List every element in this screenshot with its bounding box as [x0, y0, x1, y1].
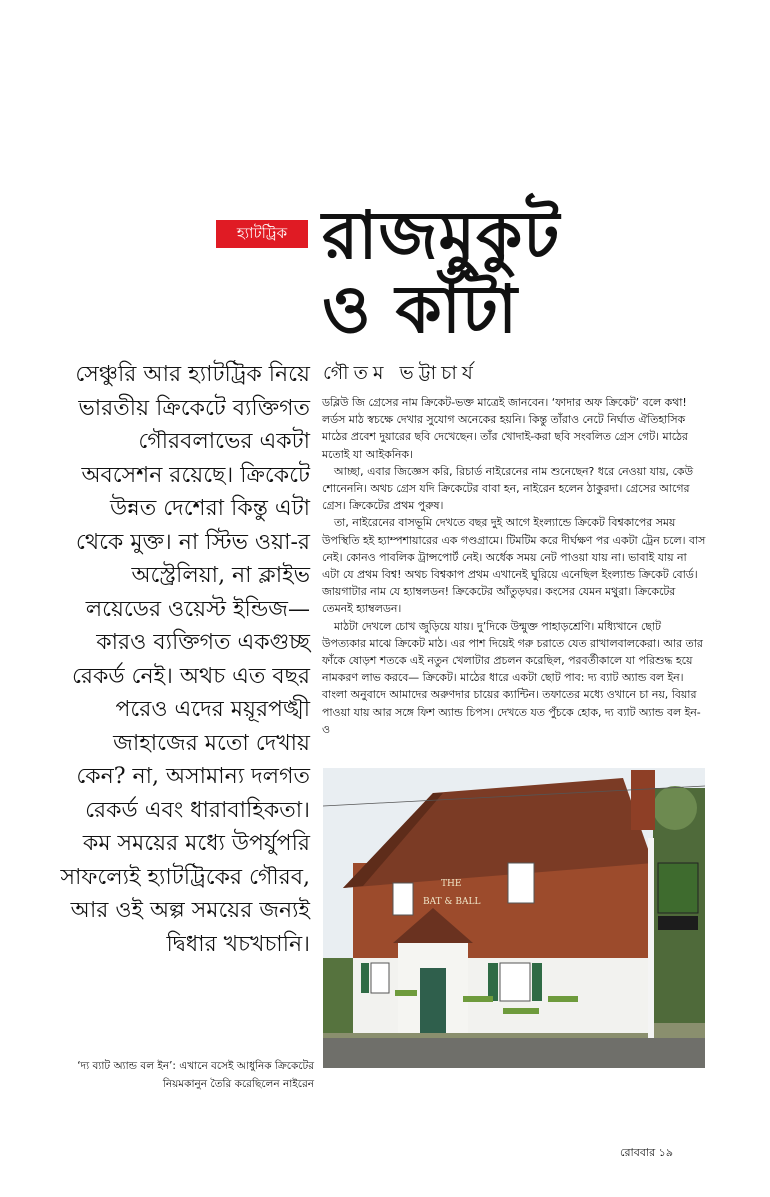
article-body: [322, 394, 706, 738]
photo-window: [393, 883, 413, 915]
photo-window: [508, 863, 534, 903]
headline-line-1: রাজমুকুট: [322, 196, 561, 274]
body-paragraph: আচ্ছা, এবার জিজ্ঞেস করি, রিচার্ড নাইরেনের নাম শুনেছেন? ধরে নেওয়া যায়, কেউ শোনেননি। অথচ গ্রেস যদি ক্রিকেটের বাবা হন, নাইরেন হলেন ঠাকুরদা। গ্রেসের আগের গ্রেস। ক্রিকেটের প্রথম পুরুষ।: [322, 464, 693, 513]
page-footer: রোববার ১৯: [620, 1146, 673, 1159]
headline-line-2: ও কাঁটা: [322, 270, 518, 348]
photo-signpost: [648, 838, 654, 1038]
pull-quote-text: সেঞ্চুরি আর হ্যাটট্রিক নিয়ে ভারতীয় ক্রিকেটে ব্যক্তিগত গৌরবলাভের একটা অবসেশন রয়েছে। ক্রিকেটে উন্নত দেশেরা কিন্তু এটা থেকে মুক্ত। না স্টিভ ওয়া-র অস্ট্রেলিয়া, না ক্লাইভ লয়েডের ওয়েস্ট ইন্ডিজ— কারও ব্যক্তিগত একগুচ্ছ রেকর্ড নেই। অথচ এত বছর পরেও এদের ময়ূরপঙ্খী জাহাজের মতো দেখায় কেন? না, অসামান্য দলগত রেকর্ড এবং ধারাবাহিকতা। কম সময়ের মধ্যে উপর্যুপরি সাফল্যেই হ্যাটট্রিকের গৌরব, আর ওই অল্প সময়ের জন্যই দ্বিধার খচখচানি।: [60, 362, 310, 957]
photo-hanging-sign: [658, 863, 698, 913]
photo-sign-text: BAT & BALL: [423, 897, 481, 907]
photo-caption: ‘দ্য ব্যাট অ্যান্ড বল ইন’: এখানে বসেই আধুনিক ক্রিকেটের নিয়মকানুন তৈরি করেছিলেন নাইরেন: [77, 1060, 314, 1090]
section-tag: হ্যাটট্রিক: [216, 220, 308, 248]
pub-photo: [323, 768, 705, 1068]
body-paragraph: তা, নাইরেনের বাসভূমি দেখতে বছর দুই আগে ইংল্যান্ডে ক্রিকেট বিশ্বকাপের সময় উপস্থিতি হই হ্যাম্পশায়ারের এক গণ্ডগ্রামে। টিমটিম করে দীর্ঘক্ষণ পর একটা ট্রেন চলে। বাস নেই। কোনও পাবলিক ট্রান্সপোর্ট নেই। অর্ধেক সময় নেট পাওয়া যায় না। ভাবাই যায় না এটা যে প্রথম বিশ্ব! অথচ বিশ্বকাপ প্রথম এখানেই ঘুরিয়ে এনেছিল ইংল্যান্ড ক্রিকেট বোর্ড। জায়গাটার নাম যে হ্যাম্বলডন! ক্রিকেটের আঁতুড়ঘর। কংসের যেমন মথুরা। ক্রিকেটের তেমনই হ্যাম্বলডন।: [322, 516, 706, 616]
body-paragraph: মাঠটা দেখলে চোখ জুড়িয়ে যায়। দু’দিকে উন্মুক্ত পাহাড়শ্রেণি। মধ্যিখানে ছোট উপত্যকার মাঝে ক্রিকেট মাঠ। এর পাশ দিয়েই গরু চরাতে যেত রাখালবালকেরা। আর তার ফাঁকে ষোড়শ শতকে এই নতুন খেলাটার প্রচলন করেছিল, পরবর্তীকালে যা পরিশুদ্ধ হয়ে নামকরণ লাভ করবে— ক্রিকেট। মাঠের ধারে একটা ছোট পাব: দ্য ব্যাট অ্যান্ড বল ইন। বাংলা অনুবাদে আমাদের অরুণদার চায়ের ক্যান্টিন। তফাতের মধ্যে ওখানে চা নয়, বিয়ার পাওয়া যায় আর সঙ্গে ফিশ অ্যান্ড চিপস। দেখতে যত পুঁচকে হোক, দ্য ব্যাট অ্যান্ড বল ইন-ও: [322, 619, 703, 736]
photo-sign-text: THE: [441, 879, 462, 889]
body-paragraph: ডব্লিউ জি গ্রেসের নাম ক্রিকেট-ভক্ত মাত্রেই জানবেন। ‘ফাদার অফ ক্রিকেট’ বলে কথা! লর্ডস মাঠ স্বচক্ষে দেখার সুযোগ অনেকের হয়নি। কিন্তু তাঁরাও নেটে নির্ঘাত ঐতিহাসিক মাঠের প্রবেশ দুয়ারের ছবি দেখেছেন। তাঁর খোদাই-করা ছবি সংবলিত গ্রেস গেট। মাঠের মতোই যা আইকনিক।: [322, 396, 688, 461]
headline: [322, 198, 742, 346]
pull-quote: [58, 358, 310, 961]
photo-chimney: [631, 770, 655, 830]
photo-door: [420, 968, 446, 1033]
byline: গৌতম ভট্টাচার্য: [323, 362, 478, 384]
